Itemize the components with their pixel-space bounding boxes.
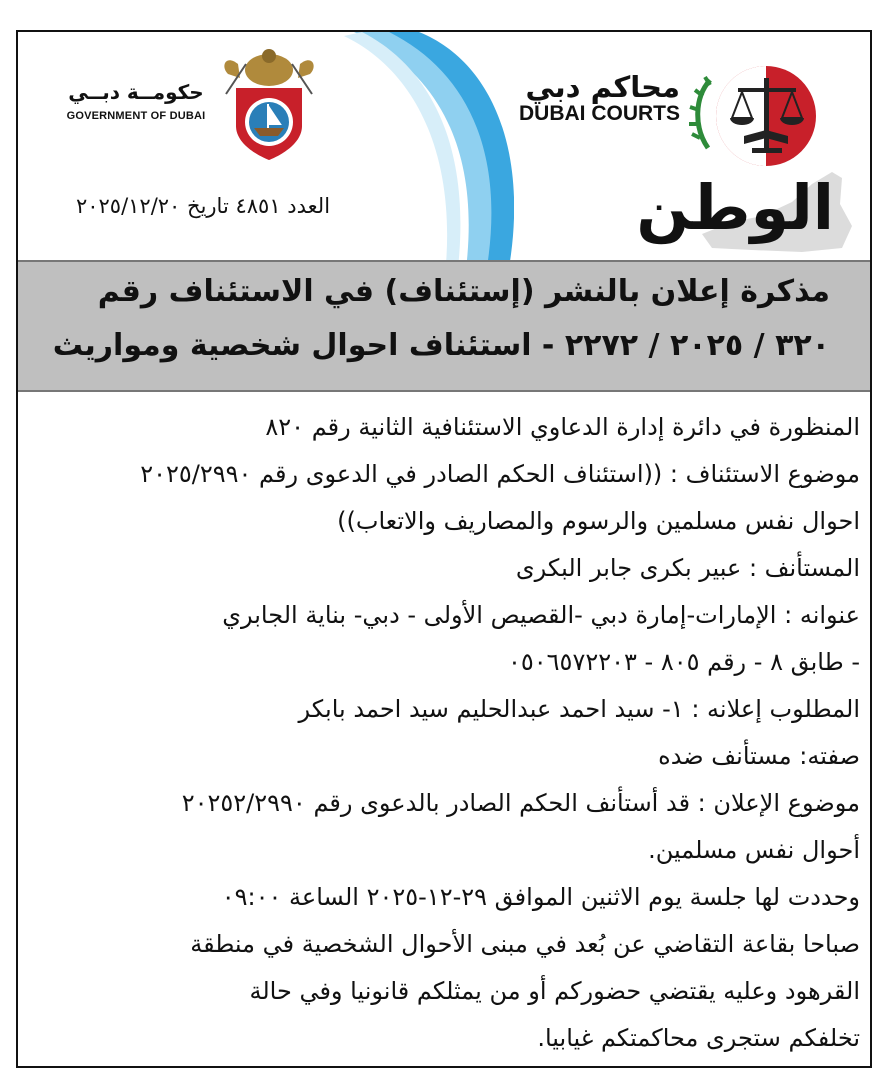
body-line: تخلفكم ستجرى محاكمتكم غيابيا. xyxy=(537,1024,860,1052)
dubai-courts-logo-icon xyxy=(686,58,836,176)
body-line: موضوع الإعلان : قد أستأنف الحكم الصادر بالدعوى رقم ٢٠٢٥٢/٢٩٩٠ xyxy=(181,789,860,817)
body-line: أحوال نفس مسلمين. xyxy=(648,836,860,864)
issue-date-line: العدد ٤٨٥١ تاريخ ٢٠٢٥/١٢/٢٠ xyxy=(75,194,331,218)
courts-name-en: DUBAI COURTS xyxy=(519,102,680,125)
announcement-body xyxy=(30,404,860,1062)
body-line: المنظورة في دائرة إدارة الدعاوي الاستئنافية الثانية رقم ٨٢٠ xyxy=(265,413,860,441)
government-name-ar: حكومــة دبــي xyxy=(68,80,204,104)
body-line: المطلوب إعلانه : ١- سيد احمد عبدالحليم سيد احمد بابكر xyxy=(298,695,860,723)
announcement-frame xyxy=(16,30,872,1068)
announcement-title-line-2: ٣٢٠ / ٢٠٢٥ / ٢٢٧٢ - استئناف احوال شخصية ومواريث xyxy=(52,328,830,363)
swoosh-decoration xyxy=(344,32,514,284)
body-line: - طابق ٨ - رقم ٨٠٥ - ٠٥٠٦٥٧٢٢٠٣ xyxy=(507,648,860,676)
government-emblem-icon xyxy=(218,44,320,164)
newspaper-logo: الوطن xyxy=(636,171,834,244)
body-line: موضوع الاستئناف : ((استئناف الحكم الصادر في الدعوى رقم ٢٠٢٥/٢٩٩٠ xyxy=(140,460,860,488)
courts-name-ar: محاكم دبي xyxy=(525,70,680,104)
announcement-title-line-1: مذكرة إعلان بالنشر (إستئناف) في الاستئناف رقم xyxy=(97,274,830,309)
body-line: صفته: مستأنف ضده xyxy=(658,742,860,770)
title-band xyxy=(18,260,870,392)
body-line: احوال نفس مسلمين والرسوم والمصاريف والاتعاب)) xyxy=(337,507,860,535)
body-line: صباحا بقاعة التقاضي عن بُعد في مبنى الأحوال الشخصية في منطقة xyxy=(190,930,860,958)
government-name-en: GOVERNMENT OF DUBAI xyxy=(66,110,206,122)
body-line: وحددت لها جلسة يوم الاثنين الموافق ٢٩-١٢-٢٠٢٥ الساعة ٠٩:٠٠ xyxy=(221,883,860,911)
body-line: عنوانه : الإمارات-إمارة دبي -القصيص الأولى - دبي- بناية الجابري xyxy=(222,601,860,629)
body-line: المستأنف : عبير بكرى جابر البكرى xyxy=(515,554,860,582)
body-line: القرهود وعليه يقتضي حضوركم أو من يمثلكم قانونيا وفي حالة xyxy=(249,977,860,1005)
